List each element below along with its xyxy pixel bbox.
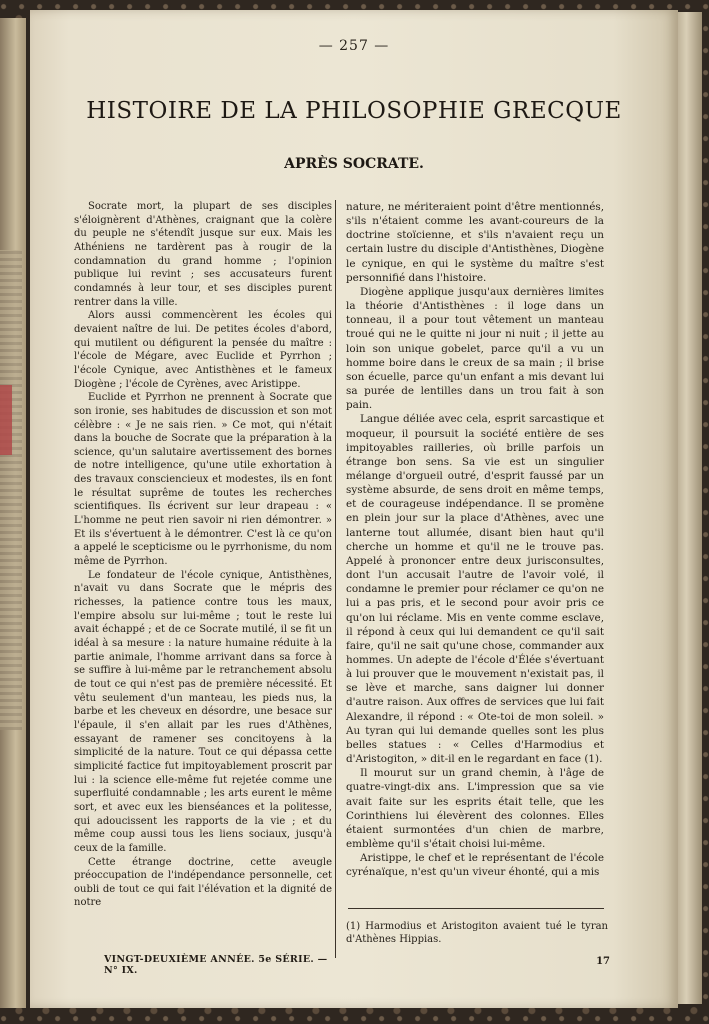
- text-column-left: [74, 200, 332, 910]
- paragraph: Euclide et Pyrrhon ne prennent à Socrate que son ironie, ses habitudes de discussion et son mot célèbre : « Je ne sais rien. » Ce mot, qui n'était dans la bouche de Socrate que la préparation à la science, qu'un salutaire avertissement des bornes de notre intelligence, qu'une utile exhortation à des travaux consciencieux et modestes, ils en font le résultat suprême de toutes les recherches scientifiques. Ils écrivent sur leur drapeau : « L'homme ne peut rien savoir ni rien démontrer. » Et ils s'évertuent à le démontrer. C'est là ce qu'on a appelé le scepticisme ou le pyrrhonisme, du nom même de Pyrrhon.: [74, 392, 332, 568]
- book-page: [30, 10, 678, 1008]
- issue-footer: VINGT-DEUXIÈME ANNÉE. 5e SÉRIE. — N° IX.: [104, 954, 328, 976]
- page-stack-edge: [676, 12, 702, 1004]
- paragraph: Socrate mort, la plupart de ses disciples s'éloignèrent d'Athènes, craignant que la colère du peuple ne s'étendît jusque sur eux. Mais les Athéniens ne tardèrent pas à rougir de la condamnation du grand homme ; l'opinion publique lui revint ; ses accusateurs furent condamnés à leur tour, et ses disciples purent rentrer dans la ville.: [74, 201, 332, 308]
- paragraph: Alors aussi commencèrent les écoles qui devaient naître de lui. De petites écoles d'abord, qui mutilent ou défigurent la pensée du maître : l'école de Mégare, avec Euclide et Pyrrhon ; l'école Cynique, avec Antisthènes et le fameux Diogène ; l'école de Cyrènes, avec Aristippe.: [74, 310, 332, 390]
- facing-page-color-mark: [0, 385, 12, 455]
- paragraph: Langue déliée avec cela, esprit sarcastique et moqueur, il poursuit la société entière de ses impitoyables railleries, où brille parfois un étrange bon sens. Sa vie est un singulier mélange d'orgueil outré, d'esprit faussé par un système absurde, de sens droit en même temps, et de courageuse indépendance. Il se promène en plein jour sur la place d'Athènes, avec une lanterne tout allumée, disant bien haut qu'il cherche un homme et qu'il ne le trouve pas. Appelé à prononcer entre deux jurisconsultes, dont l'un accusait l'autre de l'avoir volé, il condamne le premier pour réclamer ce qu'on ne lui a pas pris, et le second pour avoir pris ce qu'on lui réclame. Mis en vente comme esclave, il répond à ceux qui lui demandent ce qu'il sait faire, qu'il ne sait qu'une chose, commander aux hommes. Un adepte de l'école d'Élée s'évertuant à lui prouver que le mouvement n'existait pas, il se lève et marche, sans daigner lui donner d'autre raison. Aux offres de services que lui fait Alexandre, il répond : « Ote-toi de mon soleil. » Au tyran qui lui demande quelles sont les plus belles statues : « Celles d'Harmodius et d'Aristogiton, » dit-il en le regardant en face (1).: [346, 413, 604, 766]
- paragraph: nature, ne mériteraient point d'être mentionnés, s'ils n'étaient comme les avant-coureurs de la doctrine stoïcienne, et s'ils n'avaient reçu un certain lustre du disciple d'Antisthènes, Diogène le cynique, en qui le système du maître s'est personnifié dans l'histoire.: [346, 201, 604, 284]
- page-title: HISTOIRE DE LA PHILOSOPHIE GRECQUE: [86, 98, 622, 124]
- column-divider: [335, 200, 336, 958]
- footnote-rule: [348, 908, 604, 909]
- paragraph: Il mourut sur un grand chemin, à l'âge de quatre-vingt-dix ans. L'impression que sa vie avait faite sur les esprits était telle, que les Corinthiens lui élevèrent des colonnes. Elles étaient surmontées d'un chien de marbre, emblème qu'il s'était choisi lui-même.: [346, 767, 604, 851]
- section-subtitle: APRÈS SOCRATE.: [284, 156, 424, 172]
- paragraph: Le fondateur de l'école cynique, Antisthènes, n'avait vu dans Socrate que le mépris des richesses, la patience contre tous les maux, l'empire absolu sur lui-même ; tout le reste lui avait échappé ; et de ce Socrate mutilé, il se fit un idéal à sa mesure : la nature humaine réduite à la partie animale, l'homme arrivant dans sa force à se suffire à lui-même par le retranchement absolu de tout ce qui n'est pas de première nécessité. Et vêtu seulement d'un manteau, les pieds nus, la barbe et les cheveux en désordre, une besace sur l'épaule, il s'en allait par les rues d'Athènes, essayant de ramener ses concitoyens à la simplicité de la nature. Tout ce qui dépassa cette simplicité factice fut impitoyablement proscrit par lui : la science elle-même fut rejetée comme une superfluité condamnable ; les arts eurent le même sort, et avec eux les bienséances et la politesse, qui adoucissent les rapports de la vie ; et du même coup aussi tous les liens sociaux, jusqu'à ceux de la famille.: [74, 569, 332, 854]
- footnote: (1) Harmodius et Aristogiton avaient tué le tyran d'Athènes Hippias.: [346, 921, 608, 945]
- text-column-right: [346, 200, 604, 880]
- facing-page-illustration: [0, 250, 22, 730]
- signature-mark: 17: [596, 956, 610, 967]
- paragraph: Aristippe, le chef et le représentant de l'école cyrénaïque, n'est qu'un viveur éhonté, qui a mis: [346, 852, 604, 879]
- paragraph: Diogène applique jusqu'aux dernières limites la théorie d'Antisthènes : il loge dans un tonneau, il a pour tout vêtement un manteau troué qui ne le quitte ni jour ni nuit ; il jette au loin son unique gobelet, parce qu'il a vu un homme boire dans le creux de sa main ; il brise son écuelle, parce qu'un enfant a mis devant lui sa purée de lentilles dans un trou fait à son pain.: [346, 285, 604, 412]
- page-number: — 257 —: [318, 38, 390, 54]
- paragraph: Cette étrange doctrine, cette aveugle préoccupation de l'indépendance personnelle, cet oubli de tout ce qui fait l'élévation et la dignité de notre: [74, 856, 332, 909]
